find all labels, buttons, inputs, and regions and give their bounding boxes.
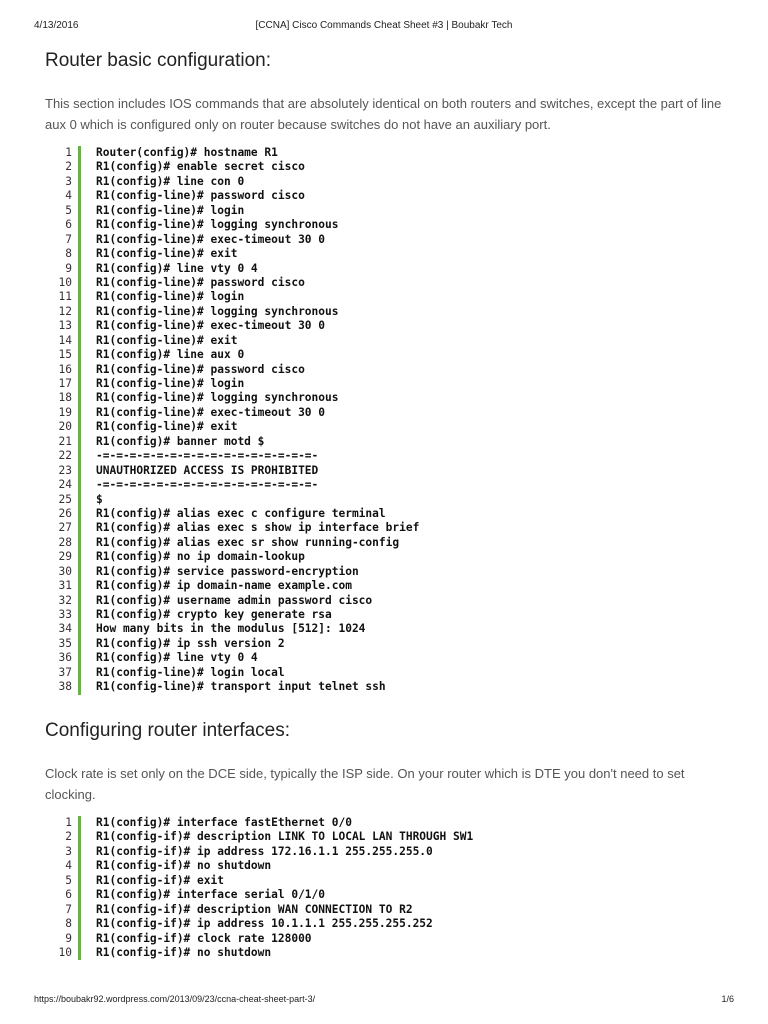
- code-line: [50, 146, 740, 160]
- code-text: Router(config)# hostname R1: [96, 146, 278, 159]
- line-number: 2: [65, 160, 72, 174]
- code-text: R1(config)# line con 0: [96, 174, 245, 188]
- code-line: [50, 160, 740, 174]
- code-line: [50, 247, 740, 261]
- gutter-bar: [78, 521, 81, 535]
- code-line: [50, 651, 740, 665]
- code-text: R1(config-line)# exit: [96, 247, 238, 261]
- line-number: 33: [58, 608, 72, 621]
- line-number: 7: [65, 902, 72, 916]
- code-text: R1(config-line)# logging synchronous: [96, 218, 339, 232]
- code-line: [50, 435, 740, 449]
- gutter-bar: [78, 348, 81, 362]
- code-line: [50, 334, 740, 348]
- gutter-bar: [78, 917, 81, 931]
- code-text: R1(config-line)# login: [96, 377, 245, 390]
- section-description-router-basic: This section includes IOS commands that are absolutely identical on both routers and switches, except the part of line aux 0 which is configured only on router because switches do not have an auxiliary port.: [45, 96, 722, 132]
- line-number: 26: [58, 506, 72, 520]
- code-text: R1(config-line)# login: [96, 203, 245, 217]
- line-number: 36: [58, 651, 72, 665]
- print-header: [0, 0, 768, 30]
- code-text: R1(config)# line vty 0 4: [96, 261, 258, 275]
- code-text: R1(config-line)# exec-timeout 30 0: [96, 405, 326, 419]
- code-text: How many bits in the modulus [512]: 1024: [96, 622, 366, 636]
- code-text: R1(config)# interface fastEthernet 0/0: [96, 816, 352, 829]
- code-line: [50, 305, 740, 319]
- code-text: R1(config)# crypto key generate rsa: [96, 608, 332, 621]
- line-number: 29: [58, 550, 72, 564]
- code-line: [50, 363, 740, 377]
- line-number: 2: [65, 830, 72, 844]
- gutter-bar: [78, 536, 81, 550]
- code-line: [50, 946, 740, 960]
- line-number: 24: [58, 478, 72, 492]
- code-line: [50, 830, 740, 844]
- code-text: R1(config-line)# password cisco: [96, 362, 305, 376]
- code-line: [50, 917, 740, 931]
- code-line: [50, 189, 740, 203]
- code-text: R1(config-if)# no shutdown: [96, 859, 272, 873]
- line-number: 11: [58, 290, 72, 304]
- code-text: R1(config)# ip domain-name example.com: [96, 579, 352, 593]
- line-number: 10: [58, 945, 72, 959]
- line-number: 16: [58, 362, 72, 376]
- code-line: [50, 276, 740, 290]
- gutter-bar: [78, 290, 81, 304]
- line-number: 22: [58, 449, 72, 463]
- code-line: [50, 521, 740, 535]
- gutter-bar: [78, 406, 81, 420]
- code-text: R1(config)# interface serial 0/1/0: [96, 888, 326, 902]
- line-number: 19: [58, 405, 72, 419]
- code-line: [50, 175, 740, 189]
- code-text: R1(config-if)# clock rate 128000: [96, 931, 312, 945]
- line-number: 4: [65, 859, 72, 873]
- gutter-bar: [78, 608, 81, 622]
- page-number: 1/6: [721, 994, 734, 1004]
- code-line: [50, 464, 740, 478]
- line-number: 27: [58, 521, 72, 535]
- code-text: R1(config)# enable secret cisco: [96, 160, 305, 174]
- code-line: [50, 478, 740, 492]
- gutter-bar: [78, 233, 81, 247]
- gutter-bar: [78, 449, 81, 463]
- line-number: 5: [65, 873, 72, 887]
- source-url-link[interactable]: https://boubakr92.wordpress.com/2013/09/23/ccna-cheat-sheet-part-3/: [34, 994, 316, 1004]
- code-text: R1(config)# username admin password cisco: [96, 593, 373, 607]
- code-text: R1(config-if)# ip address 172.16.1.1 255.255.255.0: [96, 844, 433, 858]
- gutter-bar: [78, 493, 81, 507]
- gutter-bar: [78, 859, 81, 873]
- code-line: [50, 666, 740, 680]
- gutter-bar: [78, 363, 81, 377]
- code-text: -=-=-=-=-=-=-=-=-=-=-=-=-=-=-=-=-: [96, 449, 319, 463]
- code-line: [50, 565, 740, 579]
- code-line: [50, 579, 740, 593]
- line-number: 20: [58, 420, 72, 434]
- code-line: [50, 903, 740, 917]
- line-number: 10: [58, 275, 72, 289]
- gutter-bar: [78, 247, 81, 261]
- gutter-bar: [78, 622, 81, 636]
- gutter-bar: [78, 175, 81, 189]
- code-line: [50, 493, 740, 507]
- gutter-bar: [78, 276, 81, 290]
- gutter-bar: [78, 651, 81, 665]
- code-block-router-basic: [50, 146, 740, 695]
- line-number: 1: [65, 146, 72, 159]
- line-number: 13: [58, 319, 72, 333]
- line-number: 18: [58, 391, 72, 405]
- line-number: 37: [58, 665, 72, 679]
- code-text: R1(config-if)# description WAN CONNECTION TO R2: [96, 902, 413, 916]
- gutter-bar: [78, 830, 81, 844]
- line-number: 9: [65, 931, 72, 945]
- line-number: 25: [58, 492, 72, 506]
- gutter-bar: [78, 680, 81, 694]
- gutter-bar: [78, 666, 81, 680]
- line-number: 8: [65, 247, 72, 261]
- code-text: R1(config)# service password-encryption: [96, 564, 359, 578]
- code-text: R1(config-line)# login local: [96, 665, 285, 679]
- code-text: R1(config-line)# exit: [96, 420, 238, 434]
- line-number: 14: [58, 333, 72, 347]
- code-text: R1(config)# line vty 0 4: [96, 651, 258, 665]
- code-line: [50, 319, 740, 333]
- line-number: 31: [58, 579, 72, 593]
- line-number: 3: [65, 174, 72, 188]
- gutter-bar: [78, 874, 81, 888]
- code-text: R1(config)# ip ssh version 2: [96, 636, 285, 650]
- code-line: [50, 816, 740, 830]
- code-text: UNAUTHORIZED ACCESS IS PROHIBITED: [96, 463, 319, 477]
- code-line: [50, 845, 740, 859]
- line-number: 38: [58, 680, 72, 694]
- gutter-bar: [78, 391, 81, 405]
- code-line: [50, 536, 740, 550]
- line-number: 3: [65, 844, 72, 858]
- section-heading-router-interfaces: Configuring router interfaces:: [45, 720, 291, 741]
- code-text: R1(config-line)# exec-timeout 30 0: [96, 319, 326, 333]
- code-line: [50, 859, 740, 873]
- code-text: R1(config)# banner motd $: [96, 434, 265, 448]
- line-number: 15: [58, 348, 72, 362]
- gutter-bar: [78, 319, 81, 333]
- code-text: R1(config)# alias exec c configure terminal: [96, 506, 386, 520]
- gutter-bar: [78, 507, 81, 521]
- line-number: 6: [65, 888, 72, 902]
- gutter-bar: [78, 932, 81, 946]
- gutter-bar: [78, 946, 81, 960]
- gutter-bar: [78, 550, 81, 564]
- gutter-bar: [78, 204, 81, 218]
- code-text: R1(config-line)# login: [96, 290, 245, 304]
- code-text: -=-=-=-=-=-=-=-=-=-=-=-=-=-=-=-=-: [96, 478, 319, 492]
- code-text: R1(config-line)# logging synchronous: [96, 304, 339, 318]
- code-text: R1(config-line)# exit: [96, 333, 238, 347]
- code-text: R1(config)# alias exec s show ip interface brief: [96, 521, 420, 535]
- code-line: [50, 622, 740, 636]
- line-number: 34: [58, 622, 72, 636]
- print-date: 4/13/2016: [34, 20, 79, 31]
- line-number: 12: [58, 304, 72, 318]
- code-line: [50, 637, 740, 651]
- gutter-bar: [78, 189, 81, 203]
- code-text: R1(config-if)# description LINK TO LOCAL LAN THROUGH SW1: [96, 830, 474, 844]
- gutter-bar: [78, 218, 81, 232]
- code-block-router-interfaces: [50, 816, 740, 960]
- line-number: 32: [58, 593, 72, 607]
- gutter-bar: [78, 262, 81, 276]
- code-line: [50, 290, 740, 304]
- code-line: [50, 218, 740, 232]
- section-heading-router-basic: Router basic configuration:: [45, 50, 272, 71]
- line-number: 23: [58, 463, 72, 477]
- line-number: 4: [65, 189, 72, 203]
- gutter-bar: [78, 435, 81, 449]
- code-line: [50, 874, 740, 888]
- code-line: [50, 507, 740, 521]
- line-number: 9: [65, 261, 72, 275]
- gutter-bar: [78, 160, 81, 174]
- line-number: 7: [65, 232, 72, 246]
- line-number: 17: [58, 377, 72, 390]
- gutter-bar: [78, 579, 81, 593]
- gutter-bar: [78, 888, 81, 902]
- code-line: [50, 680, 740, 694]
- code-text: R1(config-if)# no shutdown: [96, 945, 272, 959]
- code-line: [50, 204, 740, 218]
- code-line: [50, 594, 740, 608]
- code-line: [50, 449, 740, 463]
- code-text: R1(config-line)# password cisco: [96, 189, 305, 203]
- code-line: [50, 932, 740, 946]
- code-line: [50, 406, 740, 420]
- gutter-bar: [78, 594, 81, 608]
- code-line: [50, 262, 740, 276]
- gutter-bar: [78, 146, 81, 160]
- code-line: [50, 550, 740, 564]
- code-text: R1(config-if)# exit: [96, 873, 224, 887]
- line-number: 8: [65, 917, 72, 931]
- code-line: [50, 348, 740, 362]
- print-title: [CCNA] Cisco Commands Cheat Sheet #3 | Boubakr Tech: [255, 20, 513, 31]
- gutter-bar: [78, 334, 81, 348]
- line-number: 21: [58, 434, 72, 448]
- gutter-bar: [78, 903, 81, 917]
- code-text: R1(config)# line aux 0: [96, 348, 245, 362]
- gutter-bar: [78, 565, 81, 579]
- code-line: [50, 391, 740, 405]
- line-number: 28: [58, 535, 72, 549]
- code-text: R1(config-line)# password cisco: [96, 275, 305, 289]
- gutter-bar: [78, 816, 81, 830]
- code-text: R1(config-if)# ip address 10.1.1.1 255.255.255.252: [96, 917, 433, 931]
- print-footer: [0, 994, 768, 1014]
- code-text: R1(config-line)# exec-timeout 30 0: [96, 232, 326, 246]
- line-number: 30: [58, 564, 72, 578]
- gutter-bar: [78, 845, 81, 859]
- gutter-bar: [78, 464, 81, 478]
- section-description-router-interfaces: Clock rate is set only on the DCE side, typically the ISP side. On your router which is DTE you don't need to set clocking.: [45, 766, 685, 802]
- code-line: [50, 888, 740, 902]
- gutter-bar: [78, 637, 81, 651]
- code-text: R1(config)# no ip domain-lookup: [96, 550, 305, 564]
- line-number: 5: [65, 203, 72, 217]
- code-text: $: [96, 492, 103, 506]
- line-number: 6: [65, 218, 72, 232]
- code-line: [50, 420, 740, 434]
- line-number: 1: [65, 816, 72, 829]
- code-text: R1(config)# alias exec sr show running-config: [96, 535, 400, 549]
- code-text: R1(config-line)# logging synchronous: [96, 391, 339, 405]
- code-text: R1(config-line)# transport input telnet ssh: [96, 680, 386, 694]
- line-number: 35: [58, 636, 72, 650]
- gutter-bar: [78, 478, 81, 492]
- gutter-bar: [78, 420, 81, 434]
- code-line: [50, 377, 740, 391]
- gutter-bar: [78, 305, 81, 319]
- code-line: [50, 233, 740, 247]
- gutter-bar: [78, 377, 81, 391]
- code-line: [50, 608, 740, 622]
